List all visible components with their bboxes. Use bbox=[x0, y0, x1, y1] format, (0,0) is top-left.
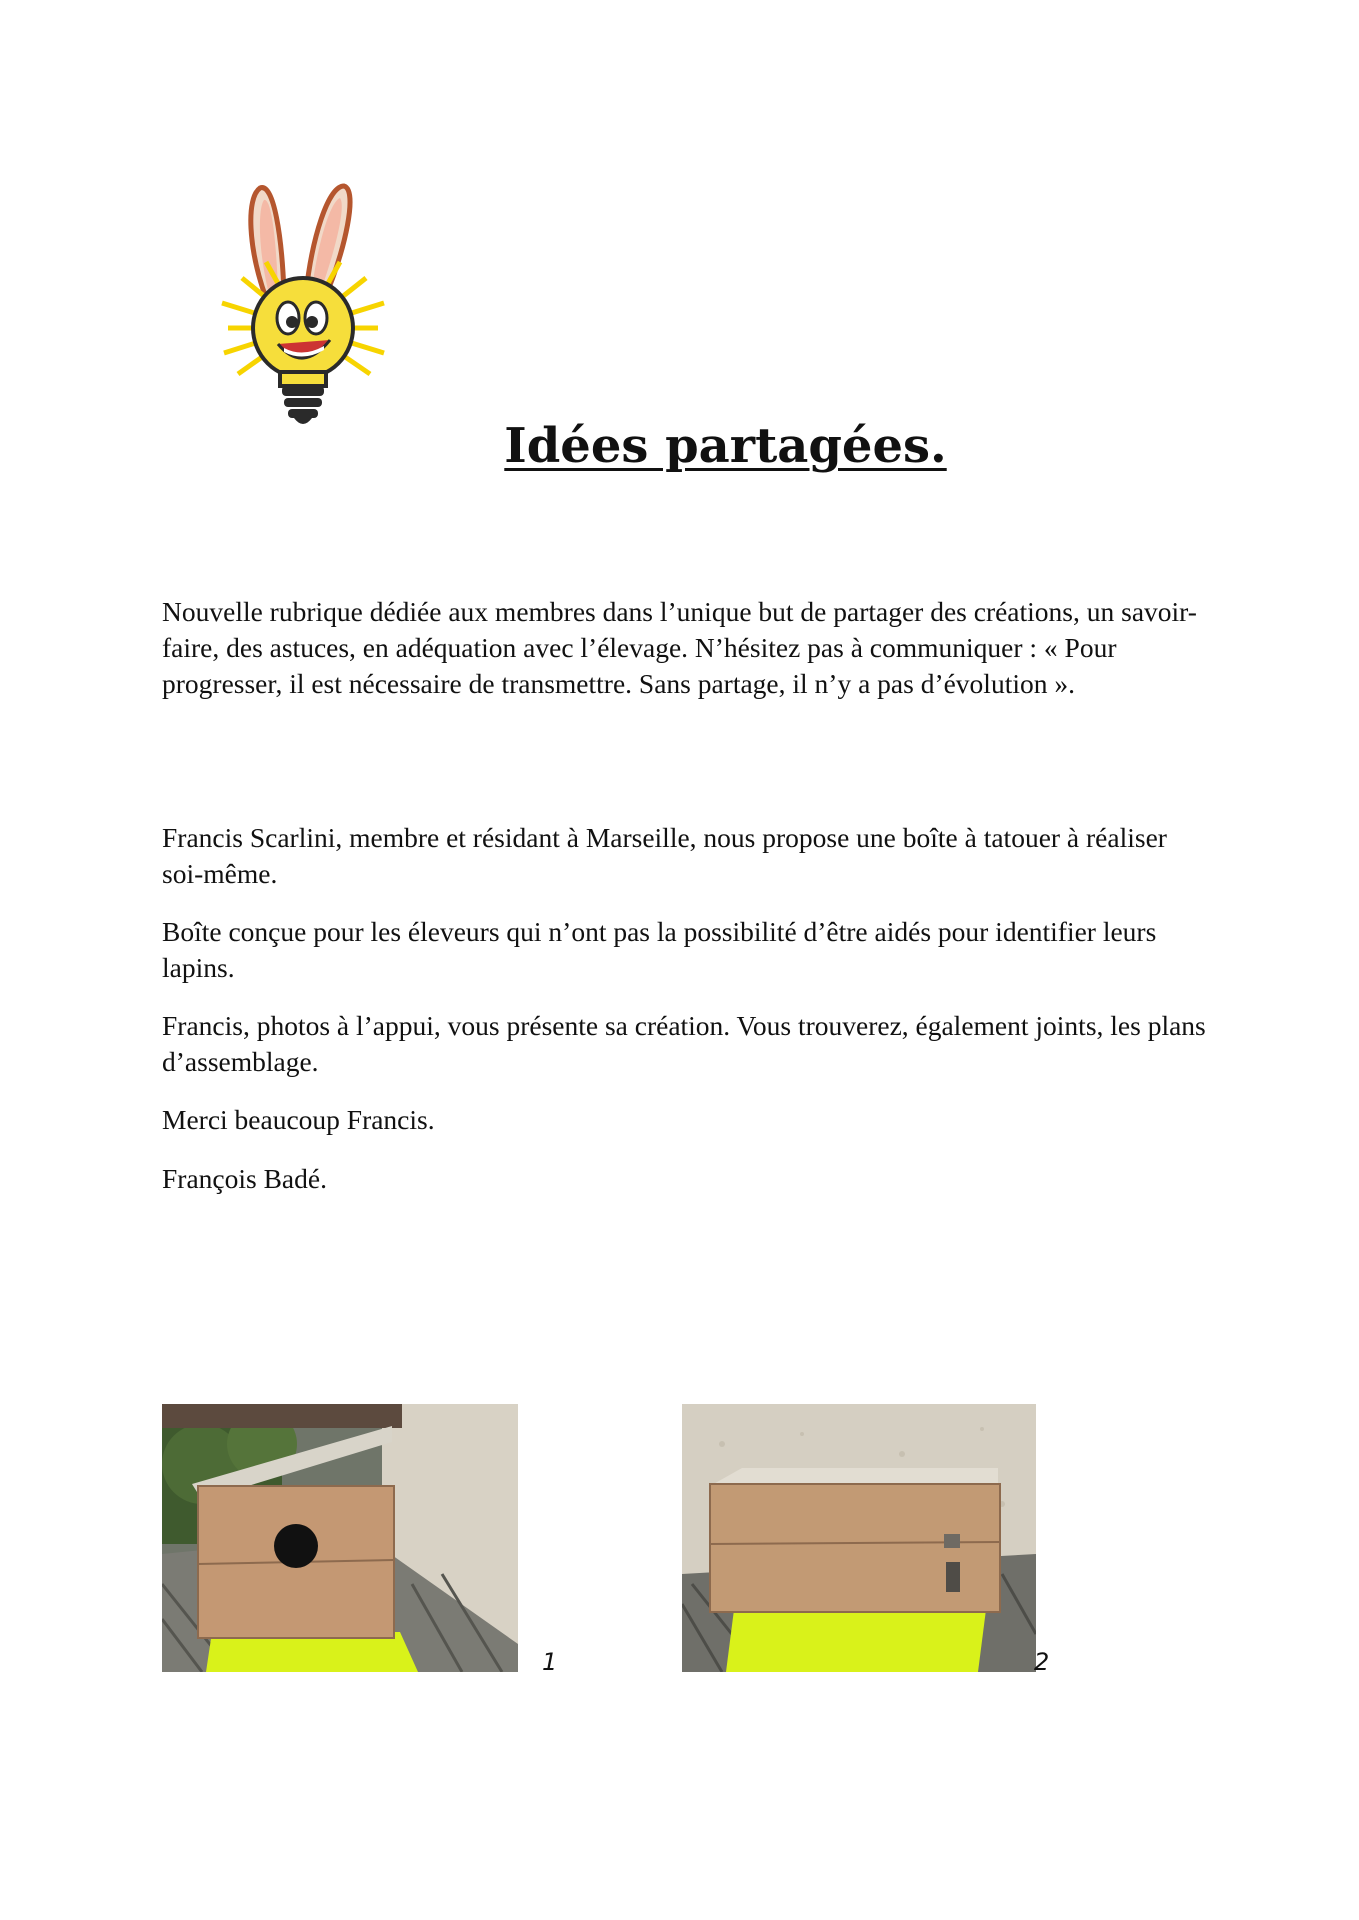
paragraph-thanks: Merci beaucoup Francis. bbox=[162, 1104, 435, 1135]
intro-paragraph: Nouvelle rubrique dédiée aux membres dans l’unique but de partager des créations, un savoir-faire, des astuces, en adéquation avec l’élevage. N’hésitez pas à communiquer : « Pour progresser, il est nécessaire de transmettre. Sans partage, il n’y a pas d’évolution ». bbox=[162, 596, 1197, 699]
paragraph-francis: Francis Scarlini, membre et résidant à Marseille, nous propose une boîte à tatouer à réaliser soi-même. bbox=[162, 822, 1167, 889]
photo-1-caption: 1 bbox=[542, 1648, 558, 1676]
paragraph-box: Boîte conçue pour les éleveurs qui n’ont pas la possibilité d’être aidés pour identifier leurs lapins. bbox=[162, 916, 1157, 983]
page-title: Idées partagées. bbox=[504, 418, 947, 474]
paragraph-signature: François Badé. bbox=[162, 1163, 327, 1194]
photo-tattoo-box-front bbox=[162, 1404, 518, 1672]
photo-2-caption: 2 bbox=[1034, 1648, 1050, 1676]
lightbulb-bunny-icon bbox=[208, 178, 398, 430]
paragraph-photos: Francis, photos à l’appui, vous présente sa création. Vous trouverez, également joints, les plans d’assemblage. bbox=[162, 1010, 1206, 1077]
photo-tattoo-box-side bbox=[682, 1404, 1036, 1672]
